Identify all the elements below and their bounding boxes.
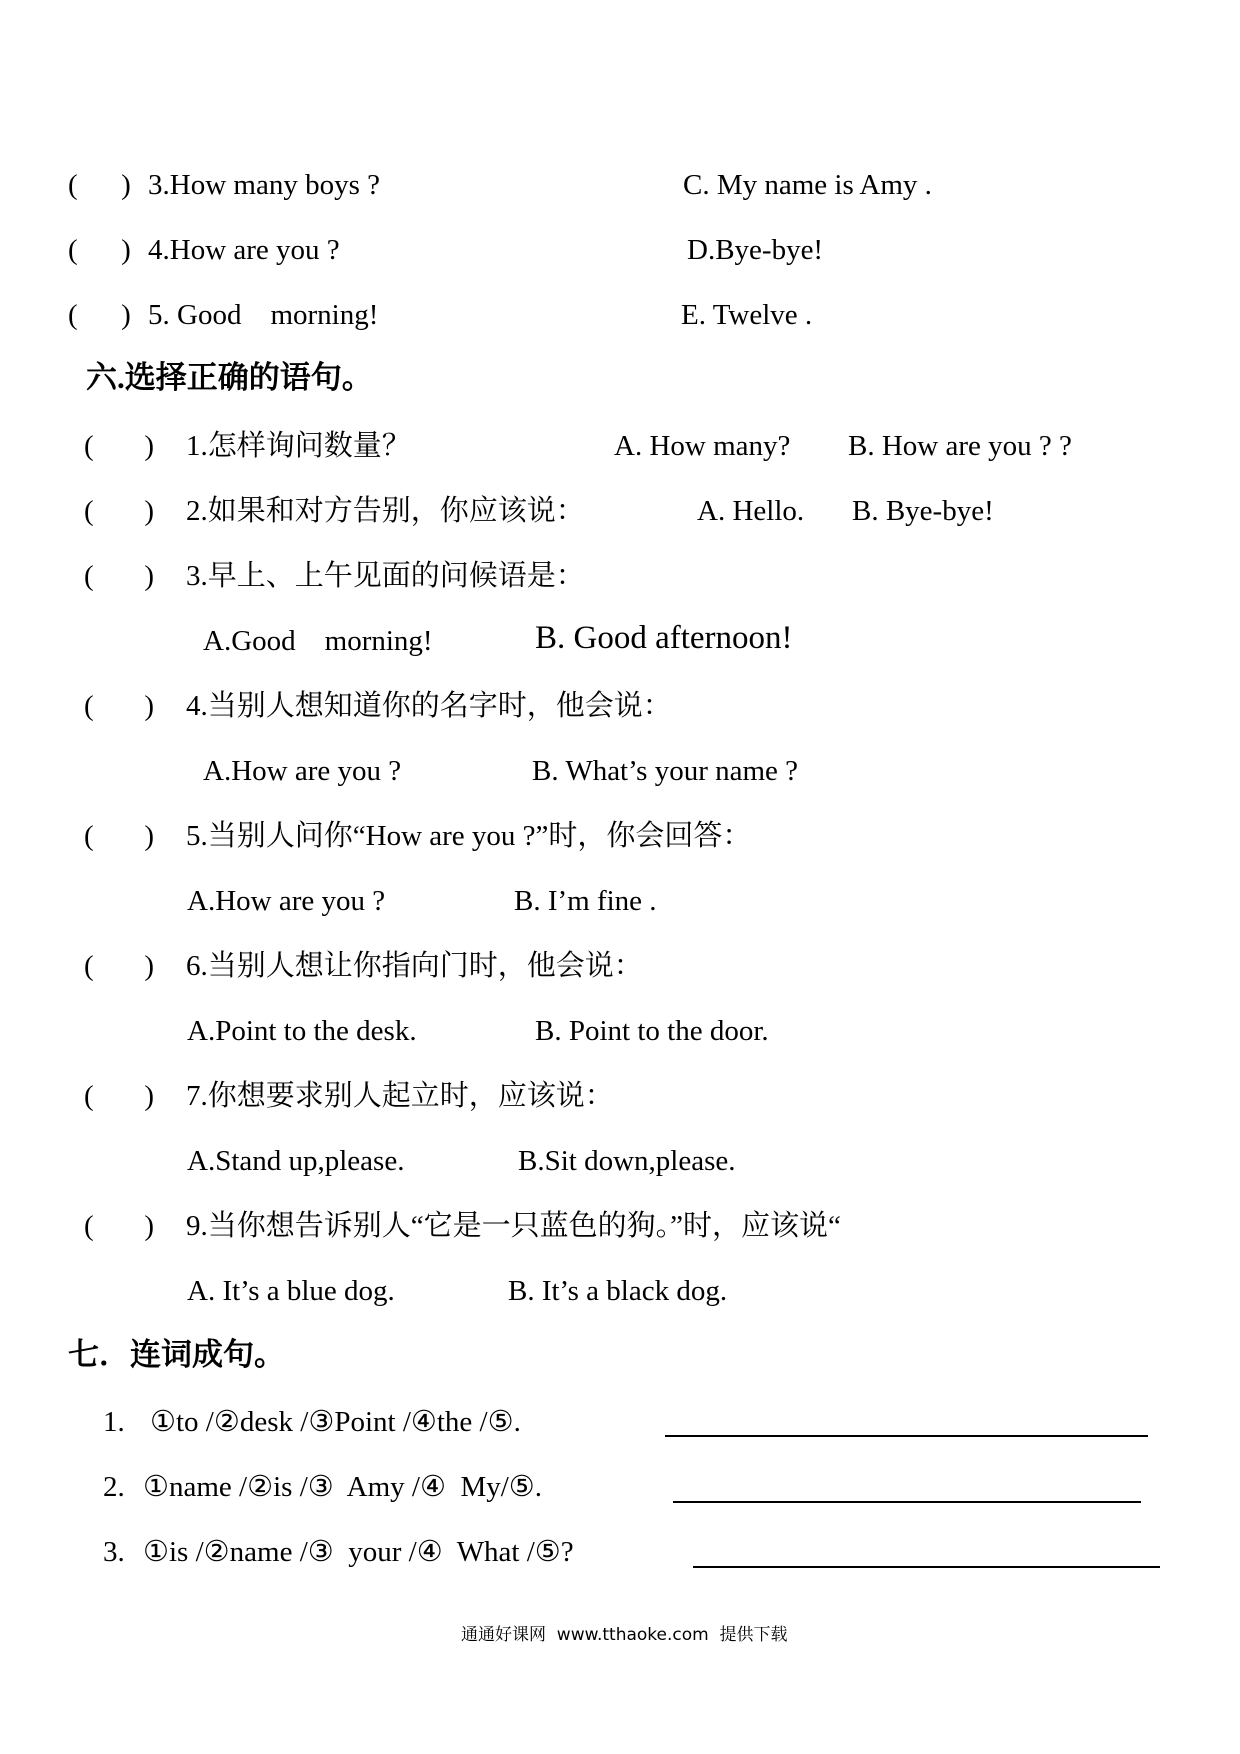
answer-paren[interactable]: ( ) <box>84 690 155 722</box>
answer-blank[interactable] <box>693 1566 1160 1568</box>
footer-text: 通通好课网 www.tthaoke.com 提供下载 <box>461 1625 788 1645</box>
option-a: A. It’s a blue dog. <box>187 1275 395 1307</box>
option-b: B. Bye-bye! <box>852 495 994 527</box>
answer-paren[interactable]: ( ) <box>84 950 155 982</box>
option-a: A.How are you ? <box>187 885 386 917</box>
question-text: 1.怎样询问数量？ <box>186 430 411 462</box>
option-b: B. I’m fine . <box>514 885 657 917</box>
answer-text: D.Bye-bye! <box>687 234 824 266</box>
section-6-title: 六.选择正确的语句。 <box>86 360 373 395</box>
question-text: 9.当你想告诉别人“它是一只蓝色的狗。”时，应该说“ <box>186 1210 841 1242</box>
answer-paren[interactable]: ( ) <box>84 1210 155 1242</box>
option-b: B. How are you ? ? <box>848 430 1072 462</box>
word-list: ①name /②is /③ Amy /④ My/⑤. <box>143 1471 543 1503</box>
answer-blank[interactable] <box>665 1435 1148 1437</box>
question-text: 3.早上、上午见面的问候语是： <box>186 560 585 592</box>
answer-paren[interactable]: ( ) <box>84 820 155 852</box>
option-a: A.How are you ? <box>203 755 402 787</box>
answer-paren[interactable]: ( ) <box>68 169 131 201</box>
item-number: 1. <box>103 1406 125 1438</box>
answer-paren[interactable]: ( ) <box>84 560 155 592</box>
question-text: 3.How many boys ? <box>148 169 380 201</box>
option-b: B.Sit down,please. <box>518 1145 736 1177</box>
question-text: 5.当别人问你“How are you ?”时，你会回答： <box>186 820 752 852</box>
option-a: A.Good morning! <box>203 625 433 657</box>
option-b: B. Good afternoon! <box>535 620 793 656</box>
answer-paren[interactable]: ( ) <box>68 234 131 266</box>
option-a: A.Point to the desk. <box>187 1015 417 1047</box>
word-list: ①to /②desk /③Point /④the /⑤. <box>150 1406 521 1438</box>
option-a: A. Hello. <box>697 495 805 527</box>
option-b: B. What’s your name ? <box>532 755 799 787</box>
question-text: 2.如果和对方告别，你应该说： <box>186 495 585 527</box>
answer-text: E. Twelve . <box>681 299 813 331</box>
option-a: A.Stand up,please. <box>187 1145 405 1177</box>
question-text: 4.How are you ? <box>148 234 340 266</box>
question-text: 4.当别人想知道你的名字时，他会说： <box>186 690 672 722</box>
item-number: 2. <box>103 1471 125 1503</box>
answer-paren[interactable]: ( ) <box>68 299 131 331</box>
item-number: 3. <box>103 1536 125 1568</box>
option-b: B. Point to the door. <box>535 1015 769 1047</box>
answer-paren[interactable]: ( ) <box>84 495 155 527</box>
answer-text: C. My name is Amy . <box>683 169 932 201</box>
question-text: 5. Good morning! <box>148 299 379 331</box>
word-list: ①is /②name /③ your /④ What /⑤? <box>143 1536 574 1568</box>
answer-blank[interactable] <box>673 1501 1141 1503</box>
option-a: A. How many? <box>614 430 791 462</box>
question-text: 6.当别人想让你指向门时，他会说： <box>186 950 643 982</box>
answer-paren[interactable]: ( ) <box>84 1080 155 1112</box>
option-b: B. It’s a black dog. <box>508 1275 728 1307</box>
question-text: 7.你想要求别人起立时，应该说： <box>186 1080 614 1112</box>
section-7-title: 七．连词成句。 <box>68 1337 285 1372</box>
answer-paren[interactable]: ( ) <box>84 430 155 462</box>
